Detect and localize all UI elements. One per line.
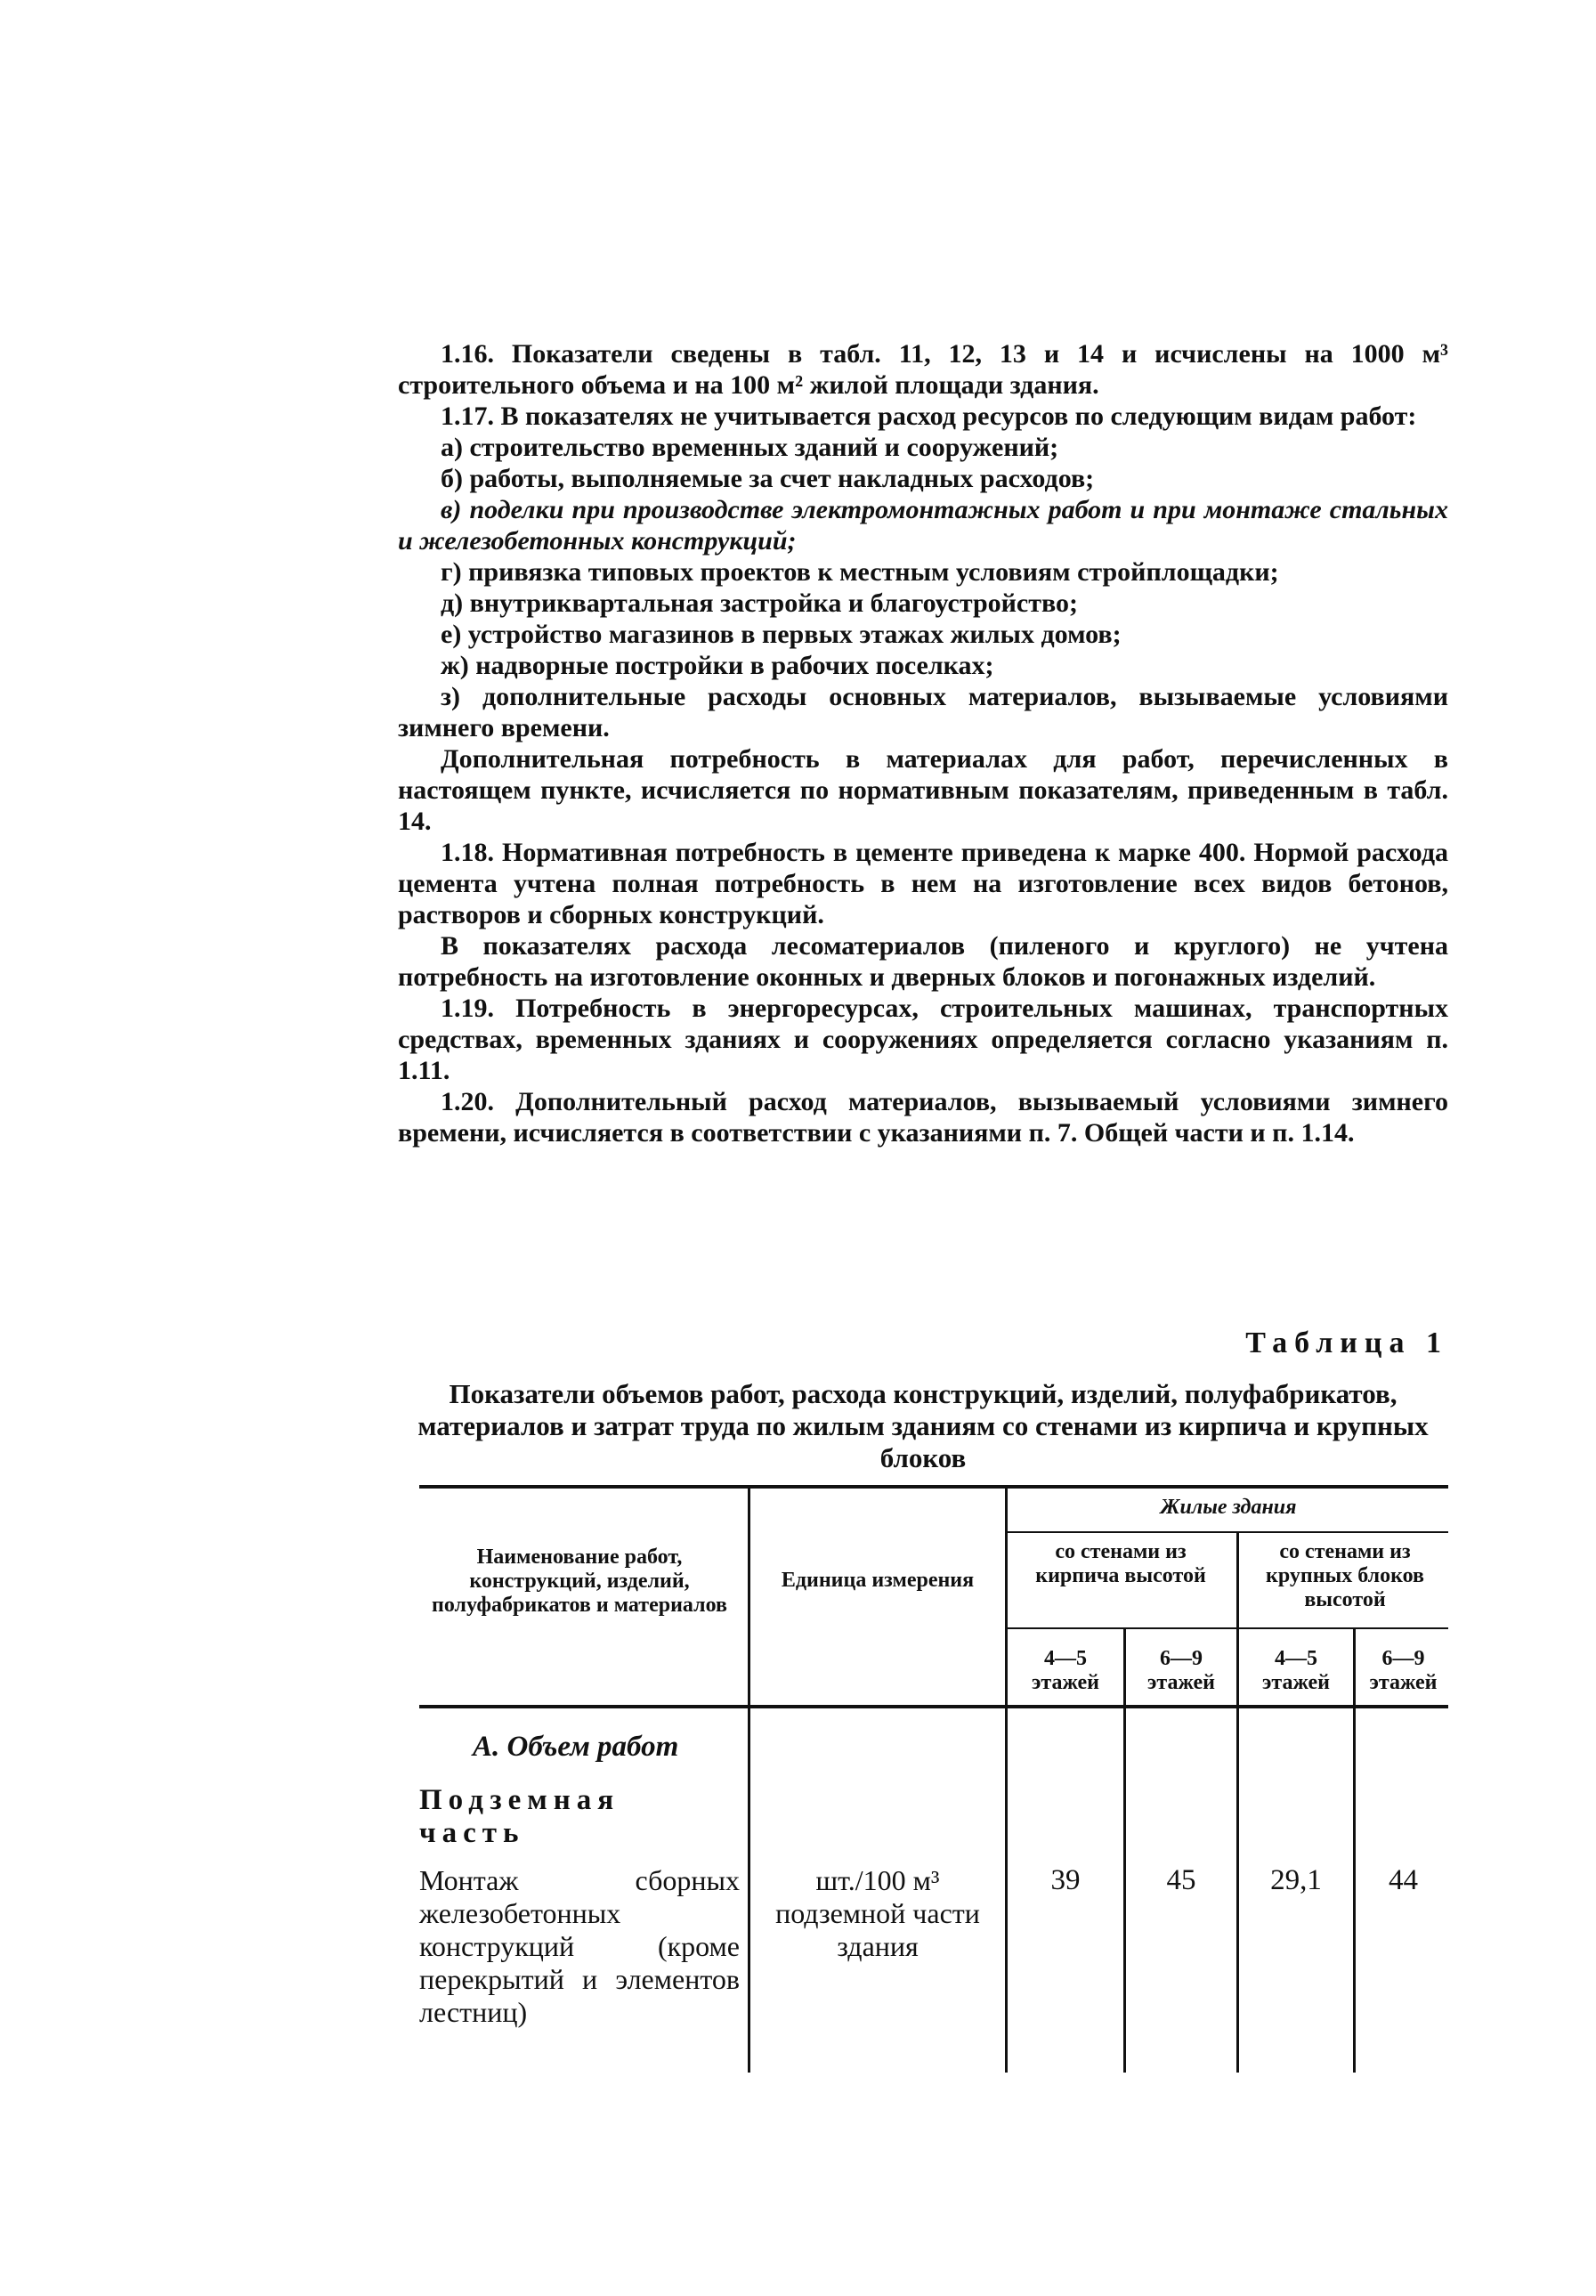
paragraph-1-18: 1.18. Нормативная потребность в цементе приведена к марке 400. Нормой расхода цемента учтена полная потребность в нем на изготовление всех видов бетонов, растворов и сборных конструкций.: [398, 838, 1448, 929]
list-item-zh: ж) надворные постройки в рабочих поселках;: [441, 651, 994, 680]
header-bottom-rule: [419, 1705, 1448, 1708]
column-divider-5: [1353, 1627, 1356, 2073]
group-header-rule: [1005, 1531, 1448, 1533]
list-item-b: б) работы, выполняемые за счет накладных расходов;: [441, 464, 1095, 493]
paragraph-1-19: 1.19. Потребность в энергоресурсах, строительных машинах, транспортных средствах, временных зданиях и сооружениях определяется согласно указаниям п. 1.11.: [398, 994, 1448, 1085]
column-divider-4: [1236, 1531, 1239, 2073]
row-value-col-1: 39: [1050, 1864, 1081, 1896]
list-item-e: е) устройство магазинов в первых этажах жилых домов;: [441, 620, 1122, 649]
header-col-3: 4—5 этажей: [1261, 1647, 1331, 1694]
header-col-1: 4—5 этажей: [1031, 1647, 1100, 1694]
paragraph-1-18-additional: В показателях расхода лесоматериалов (пиленого и круглого) не учтена потребность на изготовление оконных и дверных блоков и погонажных изделий.: [398, 931, 1448, 992]
subgroup-header-rule: [1005, 1627, 1448, 1629]
header-blocks: со стенами из крупных блоков высотой: [1266, 1540, 1424, 1611]
list-item-z: з) дополнительные расходы основных материалов, вызываемые условиями зимнего времени.: [398, 682, 1448, 742]
section-heading: А. Объем работ: [473, 1731, 679, 1763]
header-col-2: 6—9 этажей: [1146, 1647, 1216, 1694]
header-name: Наименование работ, конструкций, изделий, полуфабрикатов и материалов: [432, 1546, 727, 1617]
paragraph-1-17: 1.17. В показателях не учитывается расход ресурсов по следующим видам работ:: [441, 402, 1417, 431]
subsection-heading: Подземная часть: [419, 1784, 620, 1849]
table-top-rule: [419, 1485, 1448, 1489]
list-item-d: д) внутриквартальная застройка и благоустройство;: [441, 588, 1078, 618]
paragraph-1-20: 1.20. Дополнительный расход материалов, вызываемый условиями зимнего времени, исчисляется в соответствии с указаниями п. 7. Общей части и п. 1.14.: [398, 1087, 1448, 1148]
paragraph-1-17-additional: Дополнительная потребность в материалах для работ, перечисленных в настоящем пункте, исчисляется по нормативным показателям, приведенным в табл. 14.: [398, 744, 1448, 836]
row-value-col-4: 44: [1389, 1864, 1418, 1896]
data-table: [419, 1485, 1448, 2073]
row-unit: шт./100 м³ подземной части здания: [775, 1864, 980, 1962]
row-value-col-3: 29,1: [1270, 1864, 1322, 1896]
header-col-4: 6—9 этажей: [1369, 1647, 1438, 1694]
paragraph-1-16: 1.16. Показатели сведены в табл. 11, 12, 13 и 14 и исчислены на 1000 м³ строительного объема и на 100 м² жилой площади здания.: [398, 339, 1448, 400]
column-divider-1: [748, 1485, 750, 2073]
table-title: Показатели объемов работ, расхода конструкций, изделий, полуфабрикатов, материалов и затрат труда по жилым зданиям со стенами из кирпича и крупных блоков: [417, 1378, 1429, 1473]
header-group: Жилые здания: [1160, 1496, 1297, 1519]
list-item-a: а) строительство временных зданий и сооружений;: [441, 433, 1059, 462]
row-name: Монтаж сборных железобетонных конструкций (кроме перекрытий и элементов лестниц): [419, 1864, 740, 2028]
list-item-g: г) привязка типовых проектов к местным условиям стройплощадки;: [441, 557, 1279, 587]
document-page: [398, 338, 1448, 2028]
header-brick: со стенами из кирпича высотой: [1035, 1540, 1206, 1587]
row-value-col-2: 45: [1166, 1864, 1196, 1896]
header-unit: Единица измерения: [781, 1569, 975, 1592]
body-text: [398, 338, 1448, 1148]
list-item-v: в) поделки при производстве электромонтажных работ и при монтаже стальных и железобетонных конструкций;: [398, 495, 1448, 556]
table-label: Таблица 1: [1245, 1326, 1448, 1359]
column-divider-3: [1123, 1627, 1126, 2073]
column-divider-2: [1005, 1485, 1008, 2073]
